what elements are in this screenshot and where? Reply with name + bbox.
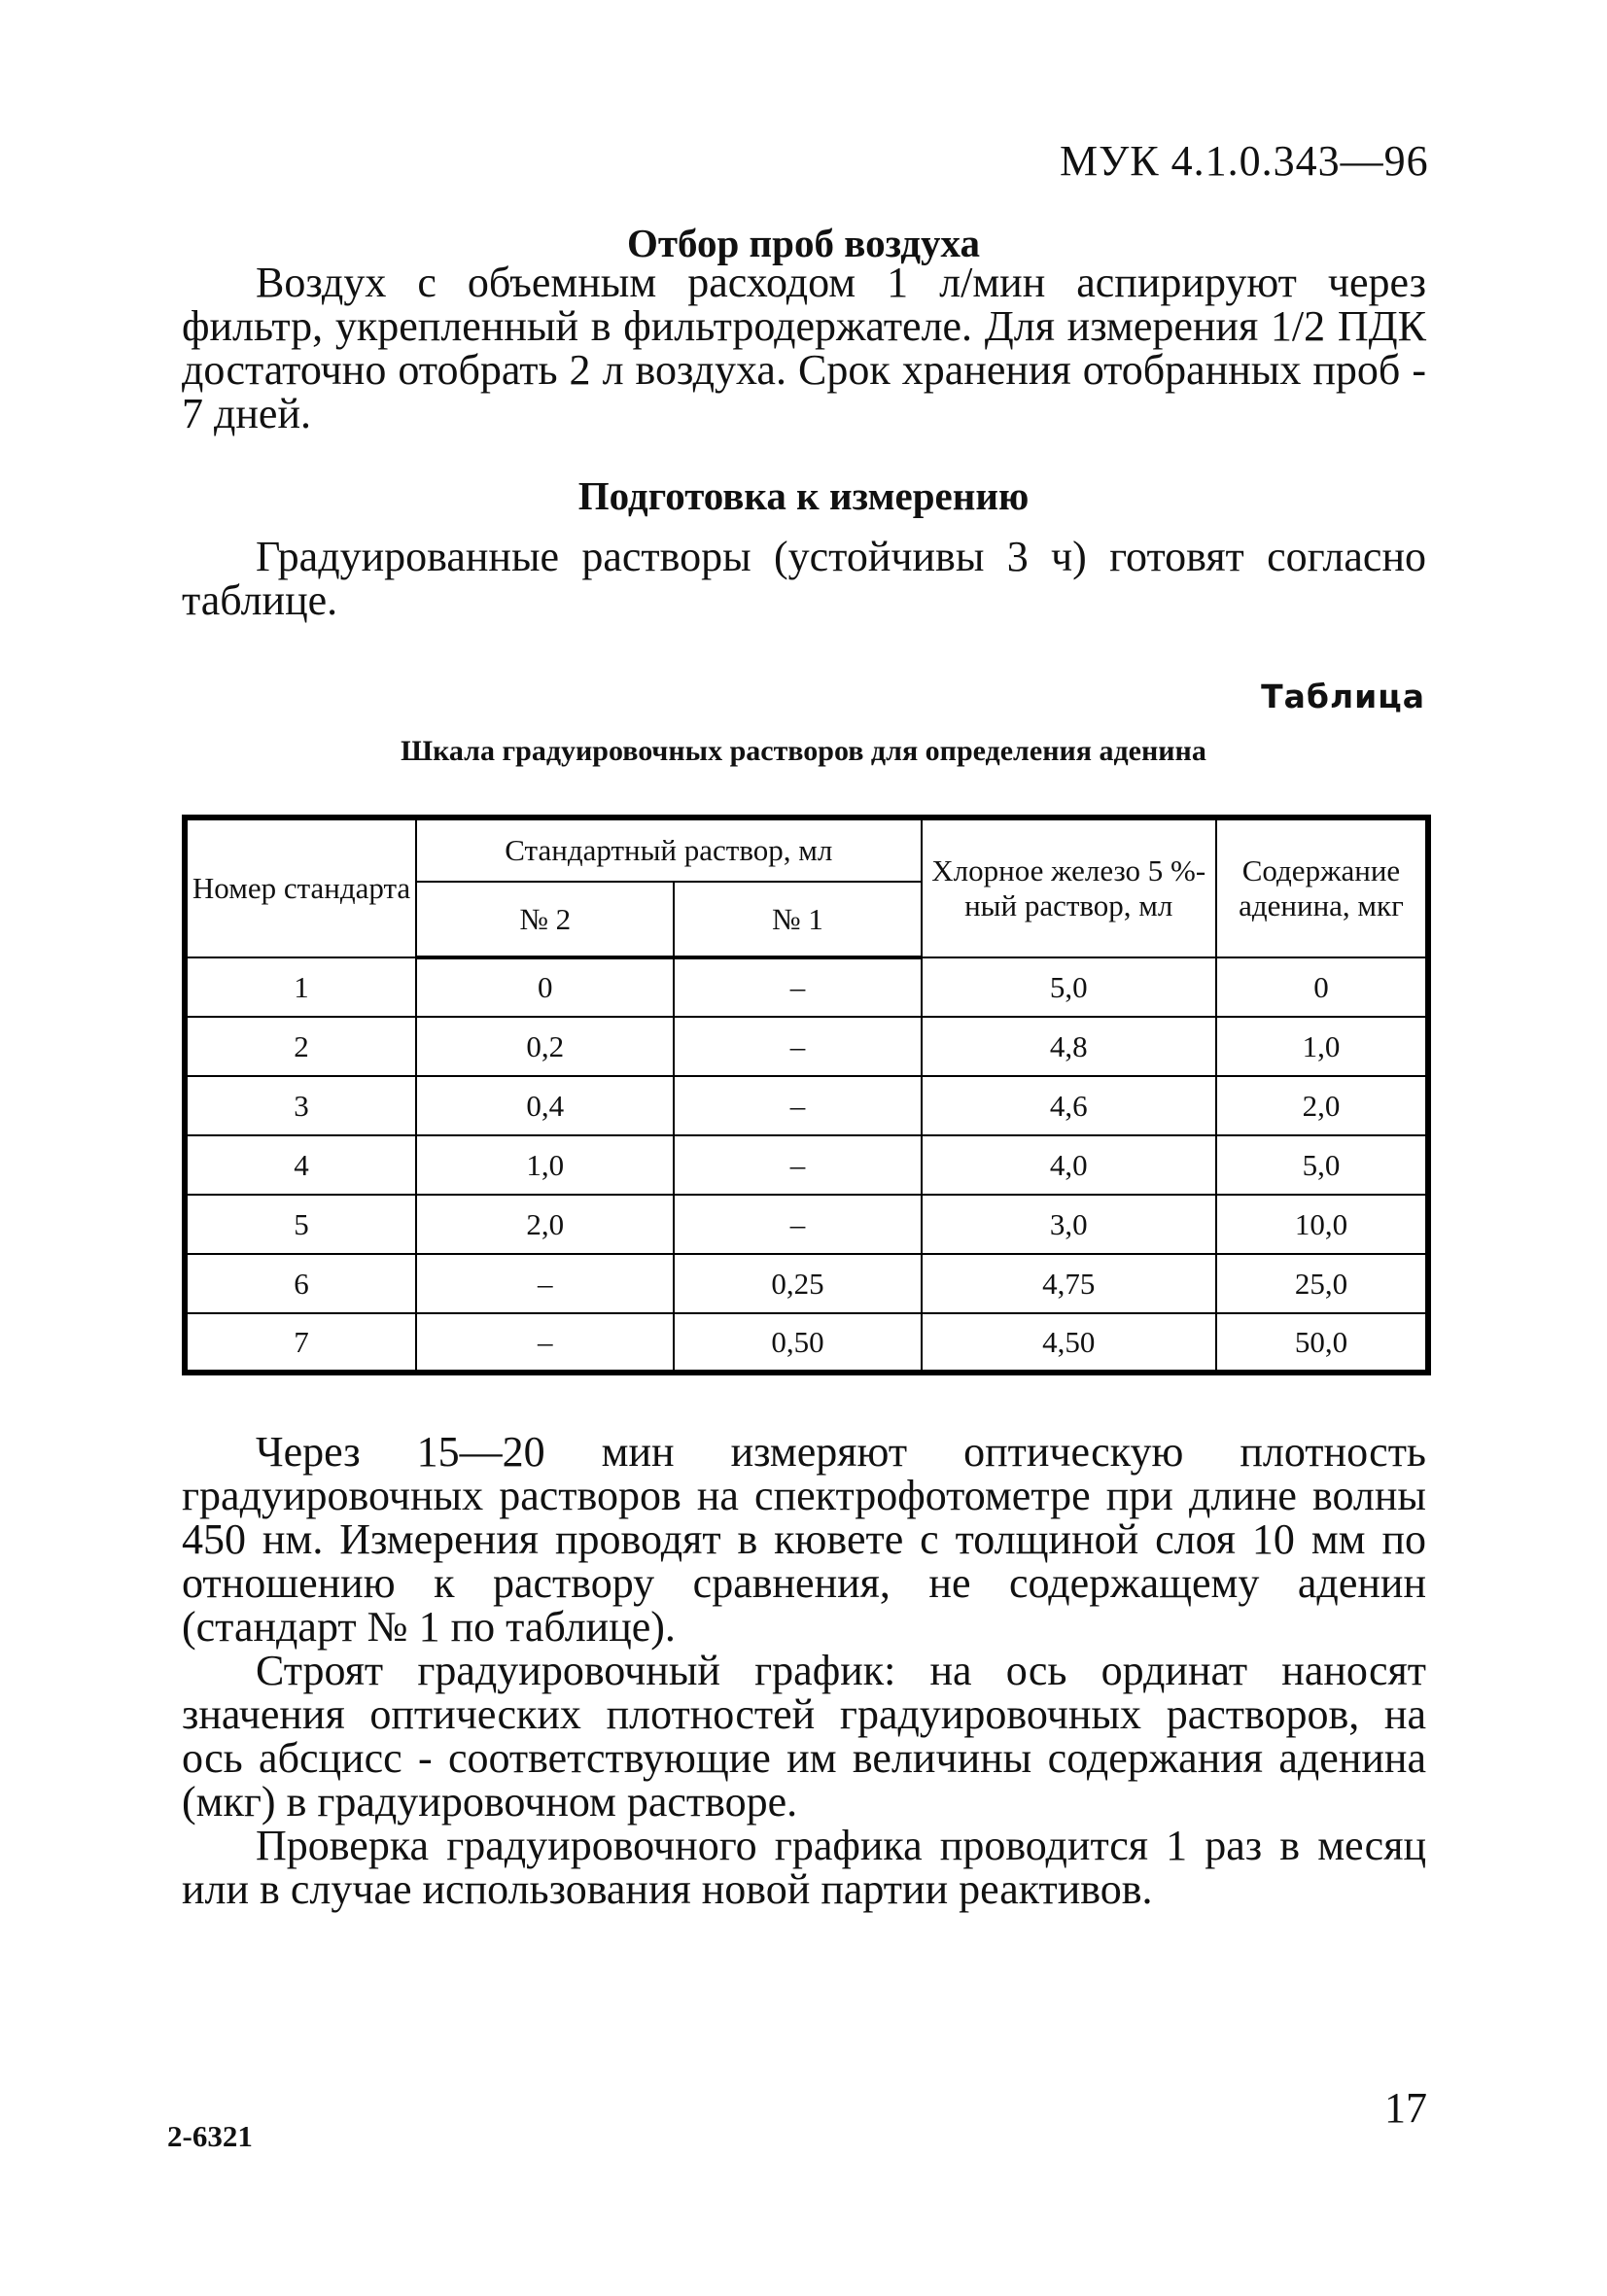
print-code: 2-6321 — [167, 2119, 253, 2153]
table-cell: 4,50 — [922, 1313, 1216, 1373]
table-cell: 0,2 — [416, 1017, 674, 1076]
table-cell: 4,8 — [922, 1017, 1216, 1076]
table-cell: 2,0 — [416, 1195, 674, 1254]
table-cell: – — [416, 1313, 674, 1373]
header-standard-number: Номер стандарта — [185, 818, 416, 957]
table-title: Шкала градуировочных растворов для определения аденина — [401, 735, 1206, 767]
table-cell: 3 — [185, 1076, 416, 1135]
table-cell: 10,0 — [1216, 1195, 1428, 1254]
table-cell: 0,25 — [674, 1254, 921, 1313]
table-cell: 50,0 — [1216, 1313, 1428, 1373]
table-cell: 1,0 — [416, 1135, 674, 1195]
header-standard-solution: Стандартный раствор, мл — [416, 818, 921, 882]
table-row — [185, 1254, 1428, 1313]
table-row — [185, 1195, 1428, 1254]
table-cell: 2 — [185, 1017, 416, 1076]
paragraph-air-sampling: Воздух с объемным расходом 1 л/мин аспирируют через фильтр, укрепленный в фильтродержателе. Для измерения 1/2 ПДК достаточно отобрать 2 л воздуха. Срок хранения отобранных проб - 7 дней. — [182, 259, 1426, 437]
section-title-preparation: Подготовка к измерению — [577, 473, 1030, 518]
table-label: Таблица — [1261, 678, 1425, 715]
header-solution-no2: № 2 — [416, 882, 674, 957]
table-cell: – — [674, 1017, 921, 1076]
table-cell: – — [416, 1254, 674, 1313]
table-cell: 7 — [185, 1313, 416, 1373]
table-cell: 4,6 — [922, 1076, 1216, 1135]
table-row — [185, 1135, 1428, 1195]
table-cell: 4,0 — [922, 1135, 1216, 1195]
section-title-air-sampling: Отбор проб воздуха — [626, 221, 980, 265]
table-row — [185, 957, 1428, 1017]
table-cell: – — [674, 1135, 921, 1195]
table-cell: 2,0 — [1216, 1076, 1428, 1135]
table-cell: – — [674, 1195, 921, 1254]
paragraph-preparation: Градуированные растворы (устойчивы 3 ч) готовят согласно таблице. — [182, 533, 1426, 624]
table-cell: 5,0 — [922, 957, 1216, 1017]
table-row — [185, 1313, 1428, 1373]
table-cell: 0,50 — [674, 1313, 921, 1373]
paragraph-calibration-graph: Строят градуировочный график: на ось ординат наносят значения оптических плотностей градуировочных растворов, на ось абсцисс - соответствующие им величины содержания аденина (мкг) в градуировочном растворе. — [182, 1647, 1426, 1826]
document-code: МУК 4.1.0.343—96 — [1060, 137, 1429, 185]
calibration-table — [182, 815, 1431, 1375]
header-adenine-content: Содержание аденина, мкг — [1216, 818, 1428, 957]
table-cell: 0 — [1216, 957, 1428, 1017]
table-cell: 25,0 — [1216, 1254, 1428, 1313]
table-cell: 3,0 — [922, 1195, 1216, 1254]
table-cell: 5 — [185, 1195, 416, 1254]
header-solution-no1: № 1 — [674, 882, 921, 957]
table-cell: 0,4 — [416, 1076, 674, 1135]
table-cell: – — [674, 957, 921, 1017]
table-row — [185, 1017, 1428, 1076]
page-number: 17 — [1384, 2084, 1427, 2132]
table-cell: 6 — [185, 1254, 416, 1313]
paragraph-graph-check: Проверка градуировочного графика проводится 1 раз в месяц или в случае использования новой партии реактивов. — [182, 1822, 1426, 1913]
table-cell: 4,75 — [922, 1254, 1216, 1313]
header-iron-chloride: Хлорное железо 5 %-ный раствор, мл — [922, 818, 1216, 957]
table-cell: 1 — [185, 957, 416, 1017]
table-cell: 5,0 — [1216, 1135, 1428, 1195]
table-cell: 1,0 — [1216, 1017, 1428, 1076]
table-cell: 0 — [416, 957, 674, 1017]
table-cell: – — [674, 1076, 921, 1135]
table-cell: 4 — [185, 1135, 416, 1195]
paragraph-measurement: Через 15—20 мин измеряют оптическую плотность градуировочных растворов на спектрофотометре при длине волны 450 нм. Измерения проводят в кювете с толщиной слоя 10 мм по отношению к раствору сравнения, не содержащему аденин (стандарт № 1 по таблице). — [182, 1428, 1426, 1651]
table-row — [185, 1076, 1428, 1135]
